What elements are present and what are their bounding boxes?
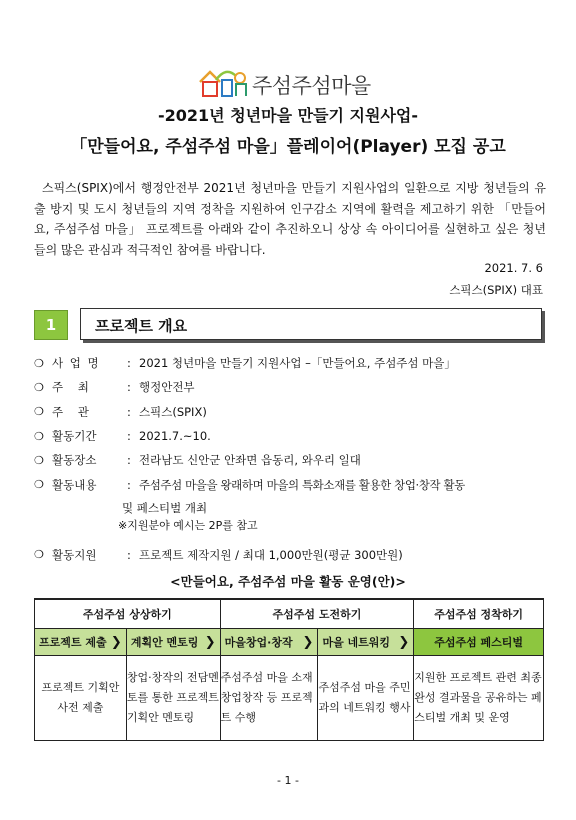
item-value: 2021 청년마을 만들기 지원사업 –「만들어요, 주섬주섬 마을」 [139,356,456,371]
list-item: ❍ 주 관 : 스픽스(SPIX) [34,404,207,419]
organization-signature: 스픽스(SPIX) 대표 [449,283,543,297]
chevron-right-icon: ❯ [398,634,410,650]
item-value: 행정안전부 [139,380,195,395]
stage-cell [318,629,414,656]
title-line-2: 「만들어요, 주섬주섬 마을」플레이어(Player) 모집 공고 [70,137,506,157]
stage-description: 지원한 프로젝트 관련 최종 완성 결과물을 공유하는 페스티벌 개최 및 운영 [414,656,544,741]
list-item: ❍ 사 업 명 : 2021 청년마을 만들기 지원사업 –「만들어요, 주섬주섬 마을」 [34,356,456,371]
item-label: 활동지원 [52,547,97,562]
bullet-icon: ❍ [34,478,44,492]
stage-description: 주섬주섬 마을 주민과의 네트워킹 행사 [318,656,414,741]
bullet-icon: ❍ [34,356,44,370]
announcement-date: 2021. 7. 6 [484,261,543,275]
logo-text: 주섬주섬마을 [252,74,371,98]
chevron-right-icon: ❯ [110,634,122,650]
list-item: ❍ 주 최 : 행정안전부 [34,380,195,395]
phase-header: 주섬주섬 상상하기 [35,599,221,629]
note-text: ※지원분야 예시는 2P를 참고 [118,519,258,532]
stage-cell [220,629,318,656]
stage-label: 마을창업·창작 [224,636,293,649]
description-row [35,656,544,741]
item-value: 주섬주섬 마을을 왕래하며 마을의 특화소재를 활용한 창업·창작 활동 [139,477,465,492]
stage-cell [414,629,544,656]
list-item: ❍ 활동지원 : 프로젝트 제작지원 / 최대 1,000만원(평균 300만원) [34,547,403,562]
activity-flow-table [34,598,544,741]
logo [196,66,376,100]
bullet-icon: ❍ [34,380,44,394]
bullet-icon: ❍ [34,429,44,443]
item-label: 활동장소 [52,453,97,468]
stage-cell [35,629,127,656]
section-header [80,308,542,340]
item-value: 2021.7.~10. [139,429,211,444]
bullet-icon: ❍ [34,453,44,467]
phase-row [35,599,544,629]
item-label: 주 최 [52,380,89,395]
list-item: ❍ 활동기간 : 2021.7.~10. [34,429,211,444]
stage-description: 창업·창작의 전담멘토를 통한 프로젝트 기획안 멘토링 [126,656,220,741]
item-label: 활동내용 [52,477,97,492]
flow-table-title: <만들어요, 주섬주섬 마을 활동 운영(안)> [170,574,406,589]
title-line-1: -2021년 청년마을 만들기 지원사업- [158,106,418,125]
stage-label: 프로젝트 제출 [39,636,107,649]
list-item: ❍ 활동장소 : 전라남도 신안군 안좌면 읍동리, 와우리 일대 [34,453,361,468]
chevron-right-icon: ❯ [204,634,216,650]
section-number: 1 [34,310,68,340]
item-label: 사 업 명 [52,356,101,371]
item-label: 활동기간 [52,429,97,444]
stage-description: 프로젝트 기획안 사전 제출 [35,656,127,741]
stage-cell [126,629,220,656]
item-value: 프로젝트 제작지원 / 최대 1,000만원(평균 300만원) [139,547,403,562]
item-value-continuation: 및 페스티벌 개최 [122,500,208,515]
stage-label: 계획안 멘토링 [130,636,199,649]
stage-description: 주섬주섬 마을 소재 창업창작 등 프로젝트 수행 [220,656,318,741]
item-value: 전라남도 신안군 안좌면 읍동리, 와우리 일대 [139,453,361,468]
stage-label: 주섬주섬 페스티벌 [434,636,524,649]
list-item: ❍ 활동내용 : 주섬주섬 마을을 왕래하며 마을의 특화소재를 활용한 창업·창작 활동 [34,477,465,492]
section-title: 프로젝트 개요 [95,317,188,335]
phase-header: 주섬주섬 도전하기 [220,599,414,629]
chevron-right-icon: ❯ [302,634,314,650]
intro-paragraph: 스픽스(SPIX)에서 행정안전부 2021년 청년마을 만들기 지원사업의 일환으로 지방 청년들의 유출 방지 및 도시 청년들의 지역 정착을 지원하여 인구감소 지역에 활력을 제고하기 위한 「만들어요, 주섬주섬 마을」 프로젝트를 아래와 같이 추진하오니 상상 속 아이디어를 실현하고 싶은 청년들의 많은 관심과 적극적인 참여를 바랍니다. [34,181,546,257]
page-number: - 1 - [277,774,299,787]
bullet-icon: ❍ [34,548,44,562]
stage-label: 마을 네트워킹 [322,636,391,649]
phase-header: 주섬주섬 정착하기 [414,599,544,629]
item-label: 주 관 [52,404,89,419]
stage-row [35,629,544,656]
bullet-icon: ❍ [34,405,44,419]
village-logo-icon [196,66,250,100]
item-value: 스픽스(SPIX) [139,404,207,419]
overview-list [34,351,554,567]
